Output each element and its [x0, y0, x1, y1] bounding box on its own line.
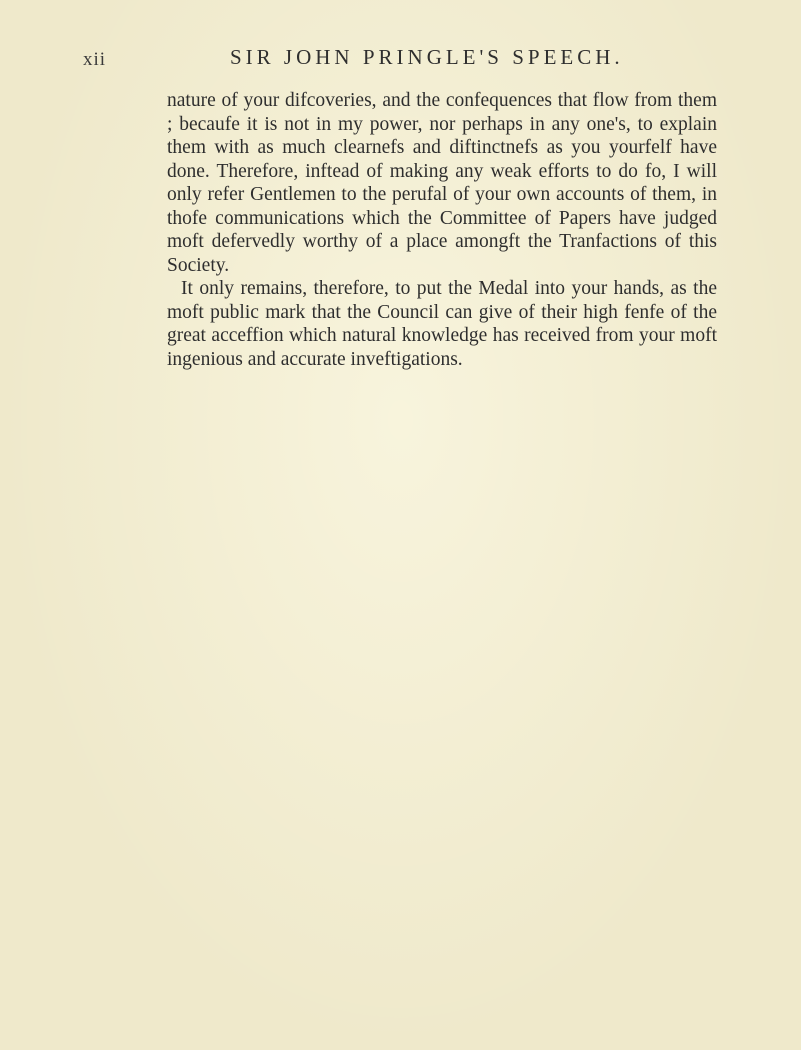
page-number: xii — [83, 49, 107, 70]
paragraph: nature of your difcoveries, and the confequences that flow from them ; becaufe it is not in my power, nor perhaps in any one's, to explain them with as much clearnefs and diftinctnefs as you yourfelf have done. Therefore, inftead of making any weak efforts to do fo, I will only refer Gentlemen to the perufal of your own accounts of them, in thofe communications which the Committee of Papers have judged moft defervedly worthy of a place amongft the Tranfactions of this Society. — [167, 90, 717, 276]
running-head: SIR JOHN PRINGLE'S SPEECH. — [230, 45, 624, 69]
paragraph: It only remains, therefore, to put the Medal into your hands, as the moft public mark that the Council can give of their high fenfe of the great acceffion which natural knowledge has received from your moft ingenious and accurate inveftigations. — [167, 278, 717, 370]
body-text — [167, 89, 717, 371]
